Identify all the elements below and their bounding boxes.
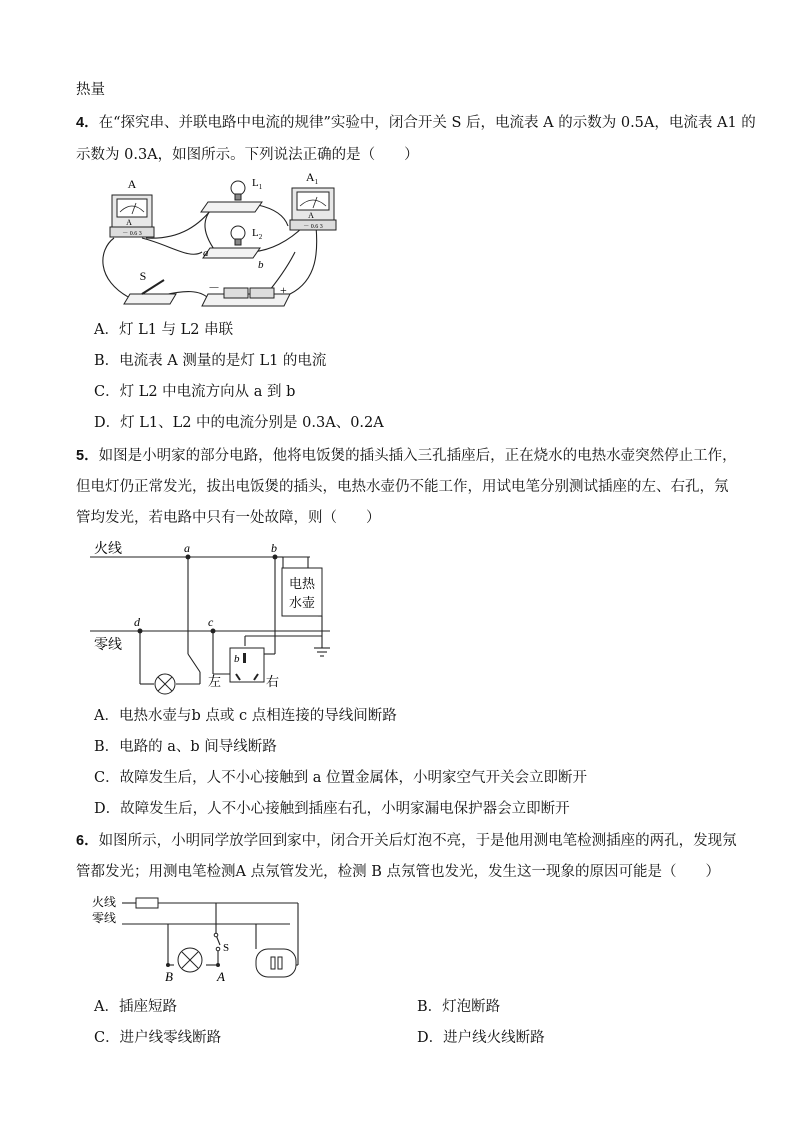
kettle-label-1: 电热: [288, 576, 316, 591]
label-a: A: [127, 177, 137, 191]
q6-number: 6．: [76, 833, 99, 849]
lamp-symbol: [155, 674, 175, 694]
point-b-label: b: [271, 541, 277, 555]
neutral-wire-label: 零线: [94, 638, 122, 653]
label-l1: $L_1$: [252, 177, 263, 191]
q5-option-b[interactable]: B．电路的 a、b 间导线断路: [94, 739, 277, 755]
switch-s: [124, 280, 176, 304]
live-wire-label: 火线: [94, 542, 122, 557]
label-s: S: [139, 269, 147, 283]
label-l2: $L_2$: [252, 227, 263, 241]
continued-text: 热量: [76, 82, 105, 98]
battery-plus-label: +: [280, 283, 287, 297]
ammeter-a1-terminals: － 0.6 3: [303, 224, 323, 230]
q6-text-1: 如图所示，小明同学放学回到家中，闭合开关后灯泡不亮，于是他用测电笔检测插座的两孔，发现氖: [98, 833, 737, 849]
q5-line-1: [76, 446, 737, 466]
ammeter-a1-face: A: [308, 211, 314, 220]
q5-option-a[interactable]: A．电热水壶与b 点或 c 点相连接的导线间断路: [94, 708, 397, 724]
q4-option-a[interactable]: A．灯 L1 与 L2 串联: [94, 322, 234, 338]
point-c-label: c: [208, 615, 214, 629]
q6-option-a[interactable]: A．插座短路: [94, 999, 177, 1015]
q4-option-d[interactable]: D．灯 L1、L2 中的电流分别是 0.3A、0.2A: [94, 415, 384, 431]
q6-option-b[interactable]: B．灯泡断路: [417, 999, 501, 1015]
ammeter-a-face: A: [126, 218, 132, 227]
socket-right-label: 右: [266, 674, 280, 689]
q6-socket-symbol: [256, 949, 296, 977]
q6-switch-label: S: [223, 942, 230, 954]
q4-line-1: [76, 113, 756, 133]
q6-point-a-label: A: [217, 969, 225, 984]
q5-option-d[interactable]: D．故障发生后，人不小心接触到插座右孔，小明家漏电保护器会立即断开: [94, 801, 570, 817]
q4-text-2: 示数为 0.3A，如图所示。下列说法正确的是（ ）: [76, 147, 419, 163]
q4-number: 4．: [76, 115, 99, 131]
socket-left-label: 左: [208, 674, 222, 689]
q6-neutral-label: 零线: [92, 911, 117, 925]
q5-text-1: 如图是小明家的部分电路，他将电饭煲的插头插入三孔插座后，正在烧水的电热水壶突然停止工作，: [98, 448, 737, 464]
q4-option-b[interactable]: B．电流表 A 测量的是灯 L1 的电流: [94, 353, 327, 369]
q6-option-c[interactable]: C．进户线零线断路: [94, 1030, 222, 1046]
q5-circuit-figure: [90, 536, 350, 696]
point-a-label: a: [184, 541, 190, 555]
ammeter-a-terminals: － 0.6 3: [122, 231, 142, 237]
ammeter-a: [110, 195, 154, 237]
q6-text-2: 管都发光；用测电笔检测A 点氖管发光，检测 B 点氖管也发光，发生这一现象的原因可能是（ ）: [76, 864, 720, 880]
q4-text-1: 在“探究串、并联电路中电流的规律”实验中，闭合开关 S 后，电流表 A 的示数为 0.5A，电流表 A1 的: [98, 115, 756, 131]
fuse-symbol: [136, 898, 158, 908]
q6-circuit-figure: [90, 893, 310, 985]
q6-line-1: [76, 831, 737, 851]
battery-minus-label: －: [208, 281, 221, 295]
q6-point-b-label: B: [165, 969, 173, 984]
point-d-label: d: [134, 615, 140, 629]
q4-option-c[interactable]: C．灯 L2 中电流方向从 a 到 b: [94, 384, 296, 400]
q5-number: 5．: [76, 448, 99, 464]
ammeter-a1: [290, 188, 336, 230]
q5-option-c[interactable]: C．故障发生后，人不小心接触到 a 位置金属体，小明家空气开关会立即断开: [94, 770, 587, 786]
q5-text-2: 但电灯仍正常发光，拔出电饭煲的插头，电热水壶仍不能工作，用试电笔分别测试插座的左、右孔，氖: [76, 479, 729, 495]
label-point-a: a: [203, 247, 209, 259]
q6-live-label: 火线: [92, 895, 117, 909]
kettle-label-2: 水壶: [288, 595, 316, 610]
q6-lamp-symbol: [178, 948, 202, 972]
q4-circuit-figure: [90, 170, 323, 310]
q5-text-3: 管均发光，若电路中只有一处故障，则（ ）: [76, 510, 381, 526]
label-a1: $A_1$: [305, 170, 319, 186]
q6-option-d[interactable]: D．进户线火线断路: [417, 1030, 545, 1046]
socket-label-b: b: [234, 653, 240, 665]
label-point-b: b: [258, 259, 264, 271]
